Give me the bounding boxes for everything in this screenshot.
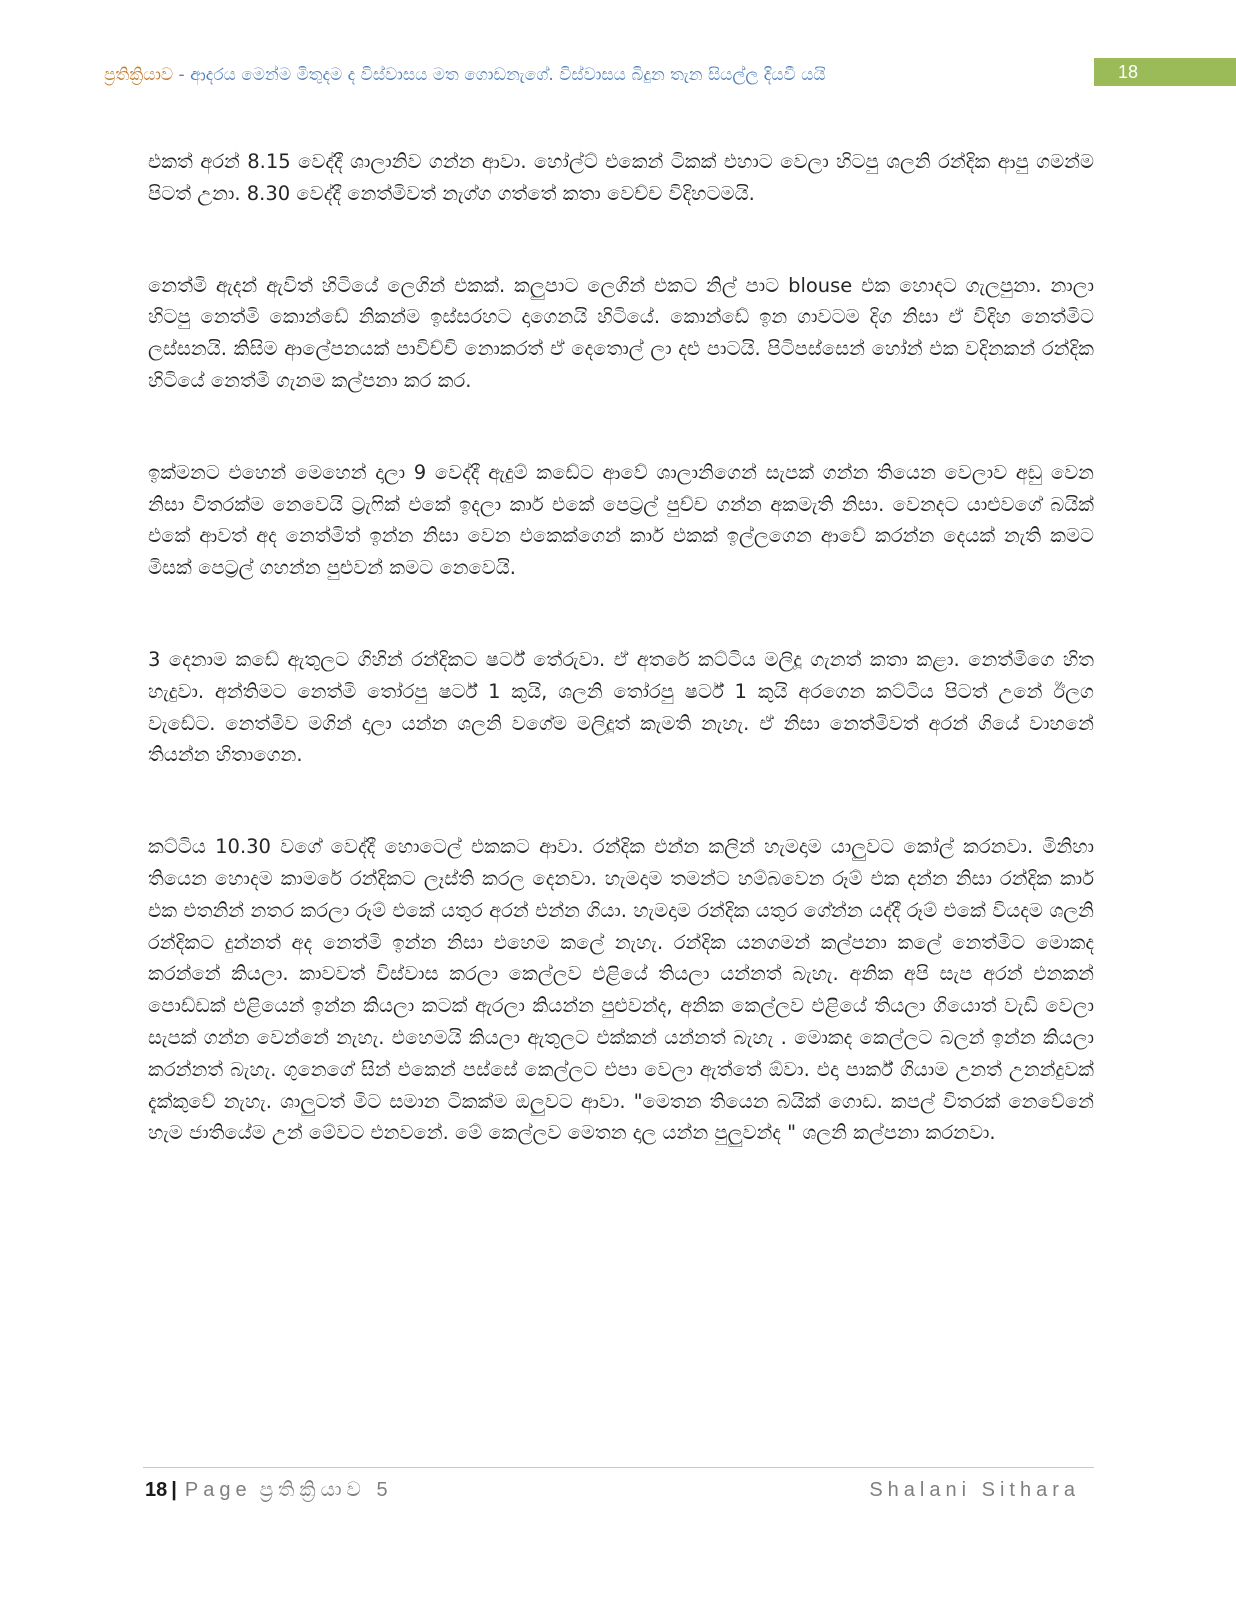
footer-separator: | [171,1479,177,1501]
header-page-number: 18 [1094,58,1236,86]
footer-page-number: 18 [145,1479,168,1501]
header-separator: - [173,65,191,85]
paragraph-1: එකත් අරන් 8.15 වෙද්දී ශාලානිව ගන්න ආවා. හෝල්ට් එකෙන් ටිකක් එහාට වෙලා හිටපු ශලනි රන්දික ආපු ගමන්ම පිටත් උනා. 8.30 වෙද්දී නෙත්මිවත් නැග්ග ගත්තේ කතා වෙච්ච විදිහටමයි. [148,150,1094,205]
paragraph-3: ඉක්මනට එහෙන් මෙහෙන් දාලා 9 වෙද්දී ඇදුම් කඩේට ආවේ ශාලානිගෙන් සැපක් ගන්න තියෙන වෙලාව අඩු වෙන නිසා විතරක්ම නෙවෙයි ට්‍රැෆික් එකේ ඉදලා කාර් එකේ පෙට්‍රල් පුච්ච ගන්න අකමැති නිසා. වෙනදට යාළුවගේ බයික් එකේ ආවත් අද නෙත්මිත් ඉන්න නිසා වෙන එකෙක්ගෙන් කාර් එකක් ඉල්ලගෙන ආවේ කරන්න දෙයක් නැති කමට මිසක් පෙට්‍රල් ගහන්න පුළුවන් කමට නෙවෙයි. [148,460,1094,580]
footer-page-word: Page [184,1479,252,1501]
paragraph-5: කට්ටිය 10.30 වගේ වෙද්දී හොටෙල් එකකට ආවා. රන්දික එන්න කලින් හැමදාම යාලුවට කෝල් කරනවා. මිනිහා තියෙන හොදම කාමරේ රන්දිකට ලෑස්ති කරල දෙනවා. හැමදාම තමන්ට හම්බවෙන රූම් එක දන්න නිසා රන්දික කාර් එක එතනින් නතර කරලා රූම් එකේ යතුර අරන් එන්න ගියා. හැමදාම රන්දික යතුර ගේන්න යද්දී රූම් එකේ වියදම ශලනි රන්දිකට දුන්නත් අද නෙත්මි ඉන්න නිසා එහෙම කලේ නැහැ. රන්දික යනගමන් කල්පනා කලේ නෙත්මිට මොකද කරන්නේ කියලා. කාවවත් විස්වාස කරලා කෙල්ලව එළියේ තියලා යන්නත් බැහැ. අනික අපි සැප අරන් එනකන් පොඩ්ඩක් එළියෙන් ඉන්න කියලා කටක් ඇරලා කියන්න පුළුවන්ද, අනික කෙල්ලව එළියේ තියලා ගියොත් වැඩි වෙලා සැපක් ගන්න වෙන්නේ නැහැ. එහෙමයි කියලා ඇතුලට එක්කන් යන්නත් බැහැ . මොකද කෙල්ලට බලන් ඉන්න කියලා කරන්නත් බැහැ. ගුනෙගේ සින් එකෙන් පස්සේ කෙල්ලට එපා වෙලා ඇත්තේ ඕවා. එදා පාර්ක් ගියාම උනත් උනන්දුවක් දැක්කුවේ නැහැ. ශාලුටත් මිට සමාන ටිකක්ම ඔලුවට ආවා. "මෙතන තියෙන බයික් ගොඩ. කපල් විතරක් නෙවේනේ හැම ජාතියේම උන් මේවට එනවනේ. මේ කෙල්ලව මෙතන දාල යන්න පුලුවන්ද " ශලනි කල්පනා කරනවා. [148,835,1094,1145]
footer-page-info [145,1475,393,1505]
header-book-title: ප්‍රතික්‍රියාව [104,65,174,85]
footer-book-label: ප්‍රතික්‍රියාව 5 [259,1479,393,1501]
paragraph-2: නෙත්මි ඇදන් ඇවිත් හිටියේ ලෙගින් එකක්. කලුපාට ලෙගින් එකට නිල් පාට blouse එක හොදට ගැලපුනා. නාලා හිටපු නෙත්මි කොන්ඩේ නිකන්ම ඉස්සරහට දාගෙනයි හිටියේ. කොන්ඩේ ඉන ගාවටම දිග නිසා ඒ විදිහ නෙත්මිට ලස්සනයි. කිසිම ආලේපනයක් පාවිච්චි නොකරත් ඒ දෙතොල් ලා දළු පාටයි. පිටිපස්සෙන් හෝන් එක වදිනකන් රන්දික හිටියේ නෙත්මි ගැනම කල්පනා කර කර. [148,273,1094,392]
paragraph-4: 3 දෙනාම කඩේ ඇතුලට ගිහින් රන්දිකට ෂර්ට් තේරුවා. ඒ අතරේ කට්ටිය මලිදූ ගැනත් කතා කළා. නෙත්මිගෙ හිත හැදුවා. අන්තිමට නෙත්මි තෝරපු ෂර්ට් 1 කුයි, ශලනි තෝරපු ෂර්ට් 1 කුයි අරගෙන කට්ටිය පිටත් උනේ ඊලග වැඩේට. නෙත්මිව මගින් දාලා යන්න ශලනි වගේම මලිදූත් කැමති නැහැ. ඒ නිසා නෙත්මිවත් අරන් ගියේ වාහනේ තියන්න හිතාගෙන. [148,647,1094,767]
running-header [104,58,1094,92]
footer-author: Shalani Sithara [869,1479,1080,1501]
page-body [148,146,1094,1209]
footer-divider [143,1467,1094,1468]
header-subtitle: ආදරය මෙන්ම මිතුදම ද විස්වාසය මත ගොඩනැගේ. විස්වාසය බිදුන තැන සියල්ල දියවී යයි [190,65,826,85]
